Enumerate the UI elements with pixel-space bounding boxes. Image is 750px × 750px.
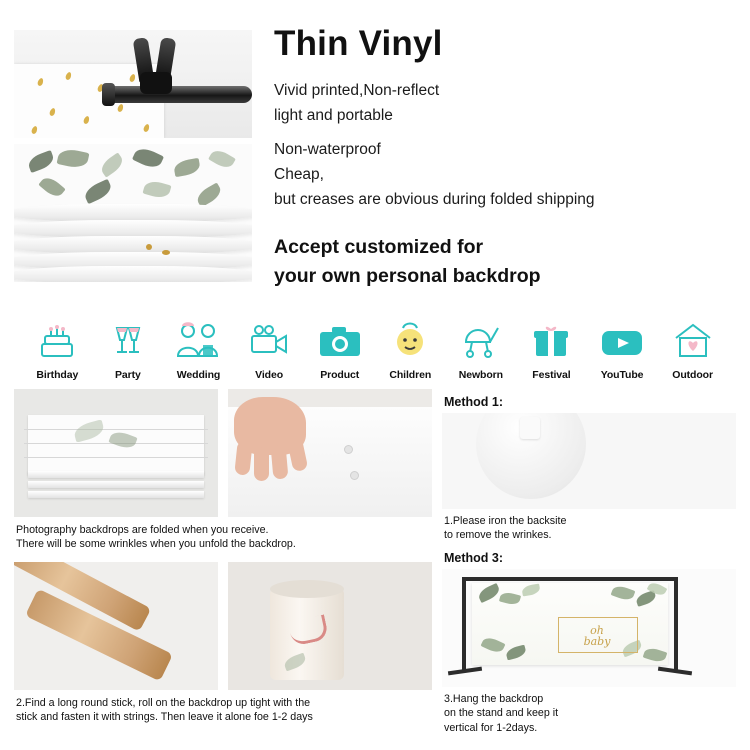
method-3-caption [444,692,734,735]
wooden-stick-photo [14,562,218,690]
house-icon [657,316,728,364]
use-case-outdoor [657,316,728,381]
use-case-newborn [446,316,517,381]
use-case-youtube [587,316,658,381]
product-description [252,18,736,312]
use-case-label: Festival [532,369,571,381]
stroller-icon [446,316,517,364]
step-row-1 [14,389,432,517]
top-section [0,0,750,312]
custom-offer-line-1: Accept customized for [274,236,484,259]
feature-line-1: Vivid printed,Non-reflect [274,82,440,99]
use-case-wedding [163,316,234,381]
feature-line-3: Non-waterproof [274,140,381,158]
gift-icon [516,316,587,364]
method-1-caption-line-1: 1.Please iron the backsite [444,515,567,527]
step-1-caption-line-1: Photography backdrops are folded when you receive. [16,524,269,536]
use-case-festival [516,316,587,381]
method-3-caption-line-2: on the stand and keep it [444,707,559,720]
use-case-label: Children [389,369,432,381]
glasses-icon [93,316,164,364]
use-case-label: Birthday [36,369,79,381]
product-photos-column [14,18,252,312]
use-case-icon-row [0,312,750,381]
custom-offer-heading [274,233,736,290]
cake-icon [22,316,93,364]
feature-line-5: but creases are obvious during folded shipping [274,191,595,208]
method-1-caption [444,514,734,543]
instructions-left-column [14,389,432,743]
custom-offer-line-2: your own personal backdrop [274,264,541,287]
camcorder-icon [234,316,305,364]
folded-backdrop-photo [14,389,218,517]
method-1-caption-line-2: to remove the wrinkes. [444,529,552,542]
use-case-party [93,316,164,381]
oh-baby-backdrop [472,583,668,665]
feature-line-2: light and portable [274,107,393,125]
clamped-vinyl-photo [14,30,252,138]
backdrop-text-line-1: oh [590,623,604,637]
step-2-caption-line-2: stick and fasten it with strings. Then leave it alone foe 1-2 days [16,711,313,724]
play-icon [587,316,658,364]
camera-icon [304,316,375,364]
step-1-caption-line-2: There will be some wrinkles when you unfold the backdrop. [16,538,296,551]
baby-face-icon [375,316,446,364]
use-case-label: Outdoor [672,369,713,381]
method-3-caption-line-3: vertical for 1-2days. [444,721,538,734]
use-case-product [304,316,375,381]
use-case-label: Party [115,369,141,381]
use-case-label: Product [320,369,360,381]
step-1-caption [16,523,430,552]
spring-clamp-icon [134,38,178,96]
instructions-right-column [442,389,736,743]
rod-cap [102,83,115,106]
step-2-caption-line-1: 2.Find a long round stick, roll on the backdrop up tight with the [16,696,311,709]
use-case-video [234,316,305,381]
step-row-2 [14,562,432,690]
floral-vinyl-roll-photo [14,144,252,282]
use-case-children [375,316,446,381]
use-case-label: YouTube [600,369,644,381]
method-3-title: Method 3: [444,550,504,565]
method-1-title: Method 1: [444,395,504,409]
backdrop-stand-photo [442,569,736,687]
iron-backside-photo [442,413,736,509]
step-2-caption [16,696,430,725]
page-title: Thin Vinyl [274,24,443,63]
use-case-label: Video [255,369,284,381]
couple-icon [163,316,234,364]
instructions-section [0,381,750,743]
wrinkled-backdrop-photo [228,389,432,517]
use-case-label: Wedding [176,369,221,381]
use-case-label: Newborn [458,369,503,381]
method-3-caption-line-1: 3.Hang the backdrop [444,692,544,705]
rolled-backdrop-photo [228,562,432,690]
backdrop-text-line-2: baby [583,635,611,649]
backdrop-text [567,625,627,648]
use-case-birthday [22,316,93,381]
feature-line-4: Cheap, [274,165,324,183]
